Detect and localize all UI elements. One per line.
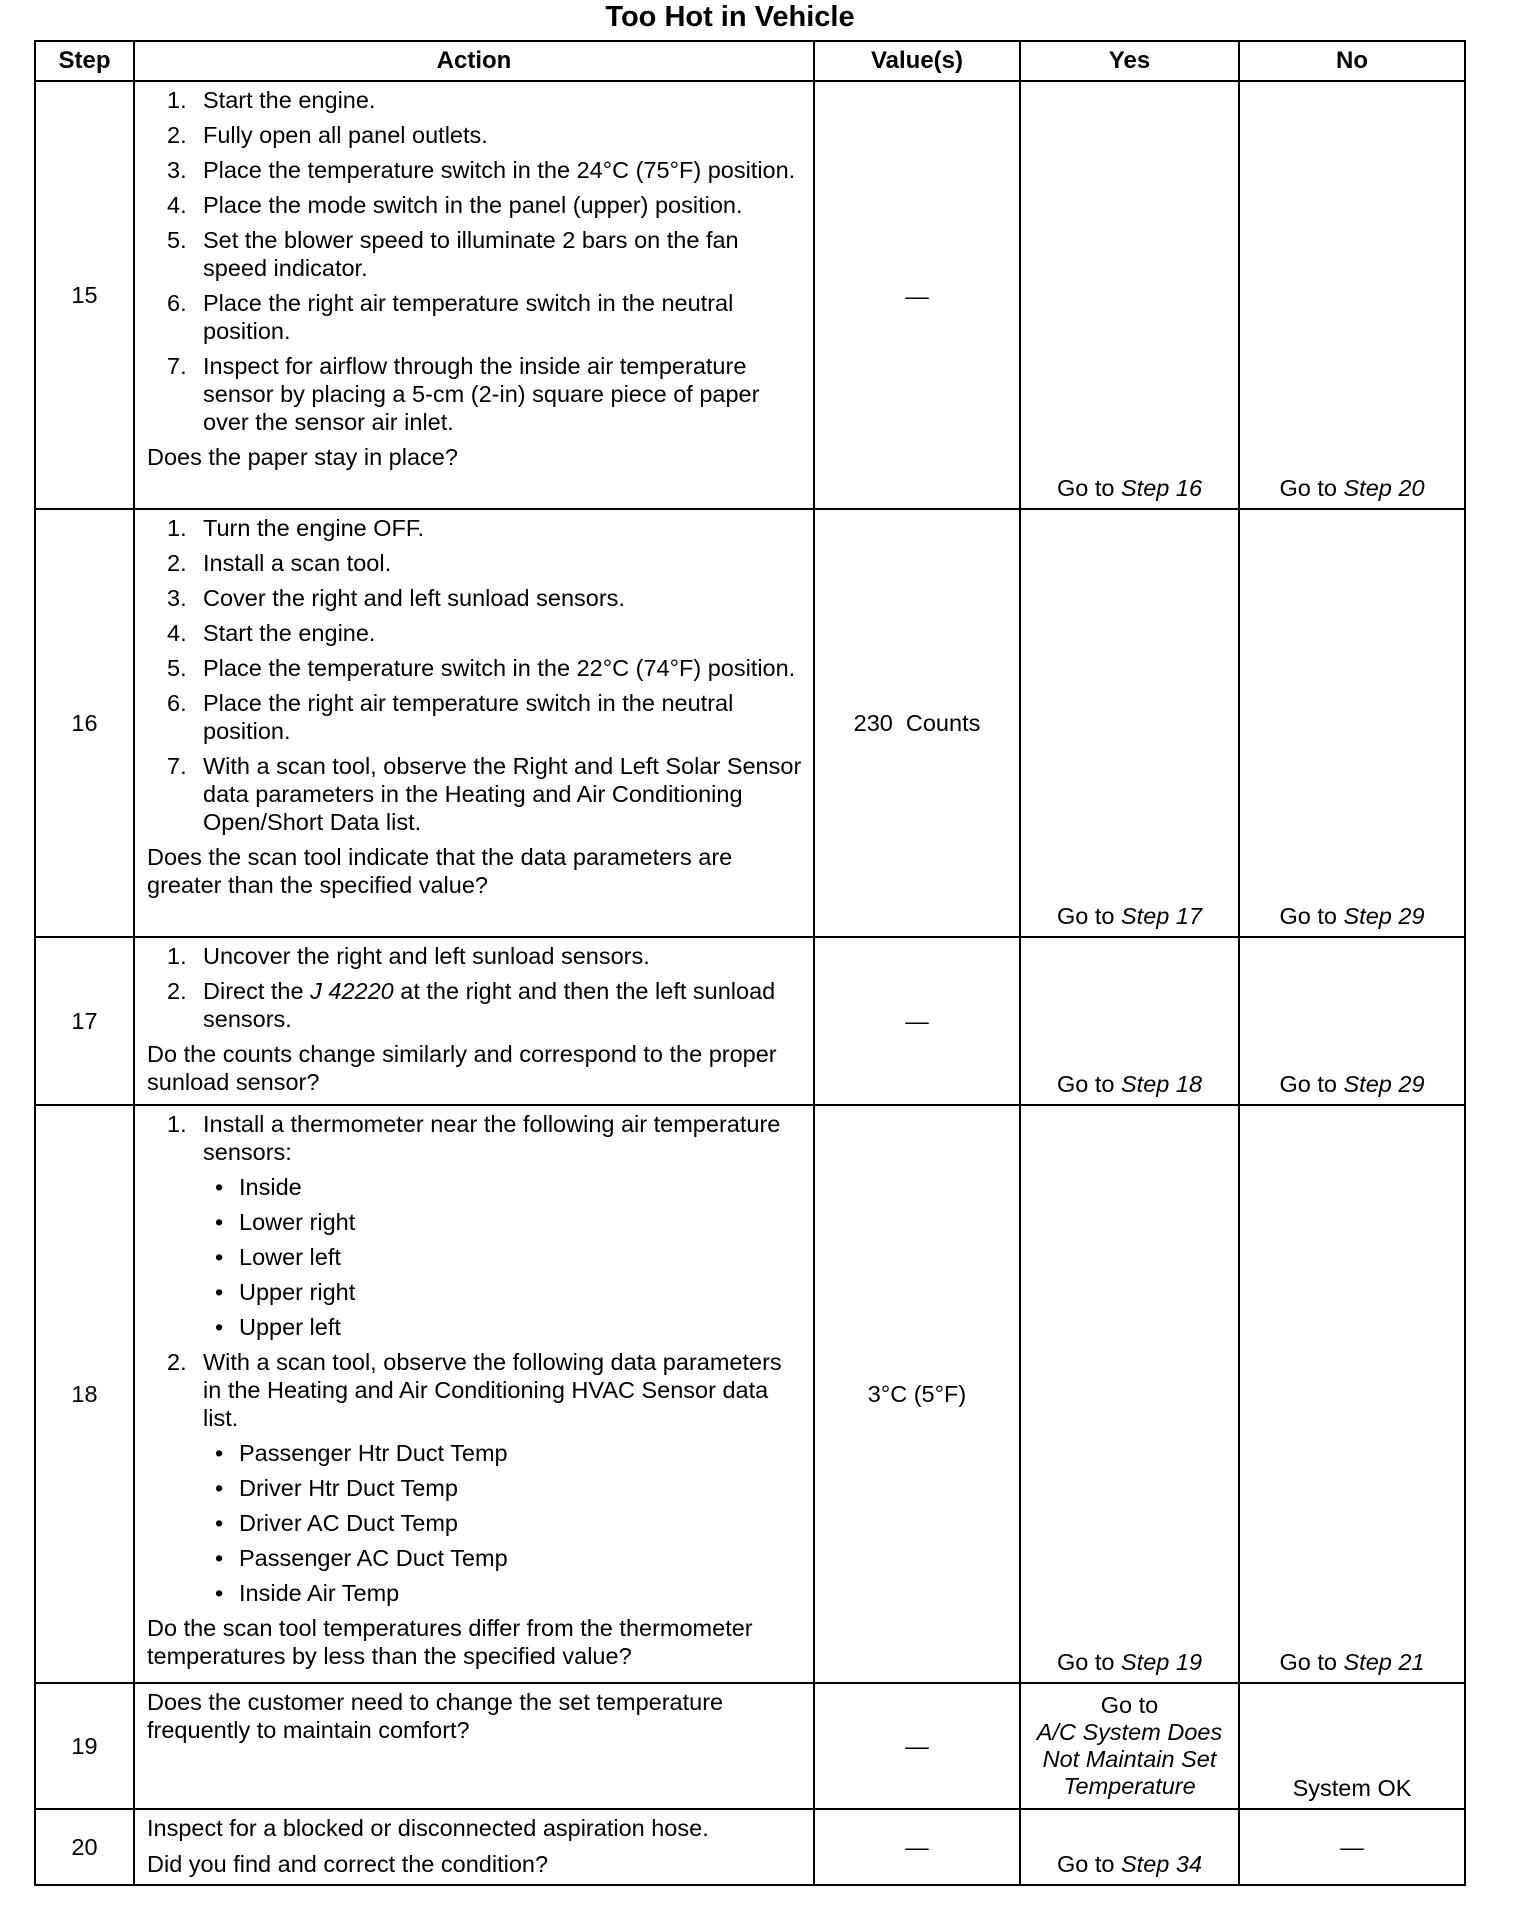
value-cell: — (814, 1809, 1020, 1885)
sensor-bullet: • Lower left (215, 1244, 341, 1270)
parameter-bullet: • Inside Air Temp (215, 1580, 400, 1606)
action-item: 2. Install a scan tool. (167, 550, 392, 576)
step-reference: Step 21 (1343, 1649, 1425, 1675)
value-cell: — (814, 937, 1020, 1105)
action-question: Does the customer need to change the set temperature frequently to maintain comfort? (147, 1689, 724, 1743)
no-cell: Go to Step 29 (1239, 509, 1465, 937)
action-item: 5. Set the blower speed to illuminate 2 bars on the fan speed indicator. (167, 227, 739, 281)
step-reference: Step 19 (1121, 1649, 1203, 1675)
action-question: Do the counts change similarly and correspond to the proper sunload sensor? (147, 1041, 777, 1095)
no-cell: Go to Step 20 (1239, 81, 1465, 509)
action-question: Did you find and correct the condition? (147, 1851, 549, 1877)
action-item: 4. Place the mode switch in the panel (upper) position. (167, 192, 743, 218)
action-question: Do the scan tool temperatures differ from the thermometer temperatures by less than the specified value? (147, 1615, 753, 1669)
parameter-bullet: • Passenger Htr Duct Temp (215, 1440, 508, 1466)
step-number: 20 (35, 1809, 134, 1885)
action-item: 6. Place the right air temperature switch in the neutral position. (167, 690, 734, 744)
yes-cell: Go to A/C System Does Not Maintain Set Temperature (1020, 1683, 1239, 1809)
action-cell (134, 1809, 814, 1885)
action-item: 4. Start the engine. (167, 620, 376, 646)
value-cell: — (814, 1683, 1020, 1809)
action-item: 7. With a scan tool, observe the Right and Left Solar Sensor data parameters in the Heating and Air Conditioning Open/Short Data list. (167, 753, 802, 835)
yes-cell: Go to Step 34 (1020, 1809, 1239, 1885)
step-number: 15 (35, 81, 134, 509)
page-title: Too Hot in Vehicle (605, 1, 855, 33)
step-reference: Step 29 (1343, 903, 1425, 929)
action-cell (134, 81, 814, 509)
step-number: 19 (35, 1683, 134, 1809)
step-reference: Step 20 (1343, 475, 1425, 501)
action-statement: Inspect for a blocked or disconnected aspiration hose. (147, 1815, 709, 1841)
header-no: No (1239, 41, 1465, 81)
sensor-bullet: • Upper right (215, 1279, 356, 1305)
section-reference: A/C System Does Not Maintain Set Temperature (1036, 1719, 1223, 1799)
action-item: 2. With a scan tool, observe the following data parameters in the Heating and Air Conditioning HVAC Sensor data list. • Passenger Htr Duct Temp • Driver Htr Duct Temp • Driver AC Duct Temp • Passenger AC Duct Temp • Inside Air Temp (147, 1348, 805, 1607)
table-row-step-17 (35, 937, 1465, 1105)
diagnostic-table (34, 40, 1466, 1886)
table-row-step-19 (35, 1683, 1465, 1809)
no-cell: — (1239, 1809, 1465, 1885)
sensor-bullet: • Inside (215, 1174, 302, 1200)
parameter-bullet: • Driver Htr Duct Temp (215, 1475, 458, 1501)
step-reference: Step 34 (1121, 1851, 1203, 1877)
step-number: 17 (35, 937, 134, 1105)
header-action: Action (134, 41, 814, 81)
dash-value: — (905, 282, 929, 309)
header-values: Value(s) (814, 41, 1020, 81)
step-reference: Step 16 (1121, 475, 1203, 501)
action-cell (134, 1683, 814, 1809)
action-item: 1. Uncover the right and left sunload sensors. (167, 943, 650, 969)
table-row-step-18 (35, 1105, 1465, 1683)
step-reference: Step 18 (1121, 1071, 1203, 1097)
parameter-bullet: • Driver AC Duct Temp (215, 1510, 458, 1536)
action-item: 2. Fully open all panel outlets. (167, 122, 488, 148)
table-header-row (35, 41, 1465, 81)
header-yes: Yes (1020, 41, 1239, 81)
action-cell (134, 509, 814, 937)
action-cell (134, 937, 814, 1105)
action-question: Does the scan tool indicate that the data parameters are greater than the specified value? (147, 844, 733, 898)
value-cell: 230 Counts (814, 509, 1020, 937)
action-item: 1. Turn the engine OFF. (167, 515, 425, 541)
value-cell: 3°C (5°F) (814, 1105, 1020, 1683)
sensor-bullet: • Upper left (215, 1314, 341, 1340)
action-cell (134, 1105, 814, 1683)
action-item: 2. Direct the J 42220 at the right and then the left sunload sensors. (167, 978, 776, 1032)
action-item: 6. Place the right air temperature switch in the neutral position. (167, 290, 734, 344)
action-item: 7. Inspect for airflow through the inside air temperature sensor by placing a 5-cm (2-in) square piece of paper over the sensor air inlet. (167, 353, 760, 435)
table-row-step-20 (35, 1809, 1465, 1885)
no-cell: Go to Step 29 (1239, 937, 1465, 1105)
header-step: Step (35, 41, 134, 81)
yes-cell: Go to Step 16 (1020, 81, 1239, 509)
yes-cell: Go to Step 17 (1020, 509, 1239, 937)
step-number: 18 (35, 1105, 134, 1683)
table-row-step-15 (35, 81, 1465, 509)
tool-reference: J 42220 (310, 978, 394, 1004)
step-reference: Step 29 (1343, 1071, 1425, 1097)
value-cell (814, 81, 1020, 509)
step-reference: Step 17 (1121, 903, 1203, 929)
no-cell: System OK (1239, 1683, 1465, 1809)
action-item: 3. Place the temperature switch in the 24°C (75°F) position. (167, 157, 796, 183)
parameter-bullet: • Passenger AC Duct Temp (215, 1545, 508, 1571)
yes-cell: Go to Step 18 (1020, 937, 1239, 1105)
action-item: 3. Cover the right and left sunload sensors. (167, 585, 625, 611)
action-item: 1. Install a thermometer near the following air temperature sensors: • Inside • Lower right • Lower left • Upper right • Upper left (147, 1110, 805, 1341)
table-row-step-16 (35, 509, 1465, 937)
action-question: Does the paper stay in place? (147, 444, 458, 470)
no-cell: Go to Step 21 (1239, 1105, 1465, 1683)
sensor-bullet: • Lower right (215, 1209, 356, 1235)
step-number: 16 (35, 509, 134, 937)
action-item: 1. Start the engine. (167, 87, 376, 113)
action-item: 5. Place the temperature switch in the 22°C (74°F) position. (167, 655, 796, 681)
yes-cell: Go to Step 19 (1020, 1105, 1239, 1683)
